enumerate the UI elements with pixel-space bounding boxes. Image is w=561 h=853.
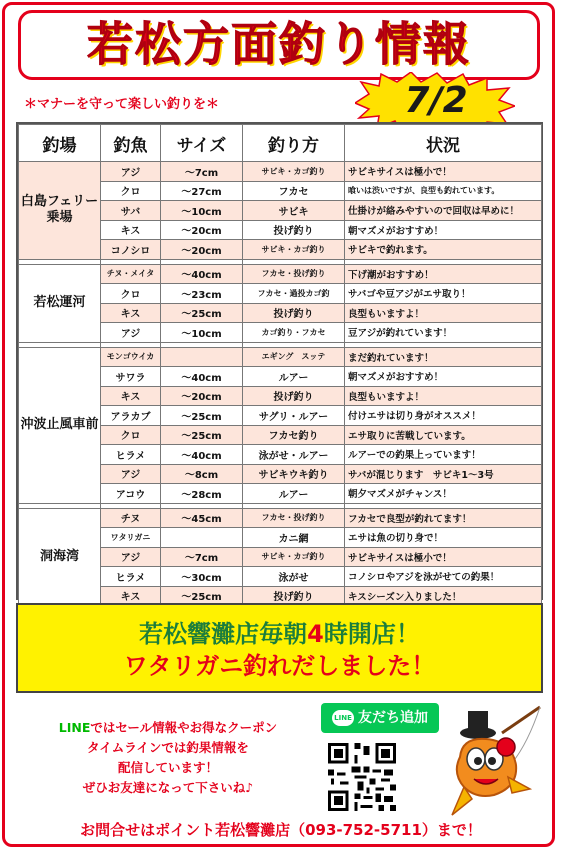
fish-mascot-icon <box>442 703 542 821</box>
status-cell: サビキサイスは極小で！ <box>345 162 542 182</box>
banner-line1-text: 若松響灘店毎朝 <box>139 620 308 648</box>
size-cell: ～40cm <box>161 445 243 465</box>
fishing-table <box>16 122 543 604</box>
qr-code-icon[interactable] <box>325 740 399 814</box>
size-cell: ～40cm <box>161 264 243 284</box>
fish-cell: ヒラメ <box>101 445 161 465</box>
status-cell: ルアーでの釣果上っています！ <box>345 445 542 465</box>
announcement-banner <box>16 603 543 693</box>
promo-line-1 <box>28 718 308 738</box>
size-cell: ～20cm <box>161 240 243 260</box>
line-logo-icon: LINE <box>332 710 354 726</box>
promo-line-1-rest: ではセール情報やお得なクーポン <box>90 720 278 735</box>
status-cell: サビキで釣れます。 <box>345 240 542 260</box>
size-cell <box>161 347 243 367</box>
method-cell: サビキ・カゴ釣り <box>243 547 345 567</box>
header-method: 釣り方 <box>243 125 345 162</box>
header-status: 状況 <box>345 125 542 162</box>
banner-line1-suffix: 時開店！ <box>323 620 420 648</box>
banner-opening-hours <box>18 619 541 649</box>
fish-cell: コノシロ <box>101 240 161 260</box>
fishing-report-table <box>18 124 542 606</box>
size-cell: ～23cm <box>161 284 243 304</box>
method-cell: フカセ釣り <box>243 425 345 445</box>
table-row <box>19 162 542 182</box>
promo-line-3: 配信しています！ <box>117 760 218 775</box>
fish-cell: モンゴウイカ <box>101 347 161 367</box>
status-cell: サバが混じります サビキ1～3号 <box>345 464 542 484</box>
table-row <box>19 508 542 528</box>
fish-cell: ワタリガニ <box>101 528 161 548</box>
method-cell: 投げ釣り <box>243 303 345 323</box>
method-cell: ルアー <box>243 484 345 504</box>
status-cell: 付けエサは切り身がオススメ！ <box>345 406 542 426</box>
size-cell: ～25cm <box>161 303 243 323</box>
method-cell: 泳がせ・ルアー <box>243 445 345 465</box>
subtitle: ＊マナーを守って楽しい釣りを＊ <box>24 97 220 112</box>
fish-cell: アジ <box>101 547 161 567</box>
size-cell: ～10cm <box>161 323 243 343</box>
size-cell: ～25cm <box>161 586 243 606</box>
status-cell: サバゴや豆アジがエサ取り！ <box>345 284 542 304</box>
status-cell: エサは魚の切り身で！ <box>345 528 542 548</box>
method-cell: 泳がせ <box>243 567 345 587</box>
size-cell: ～25cm <box>161 425 243 445</box>
location-cell: 白島フェリー乗場 <box>19 162 101 260</box>
status-cell: エサ取りに苦戦しています。 <box>345 425 542 445</box>
status-cell: キスシーズン入りました！ <box>345 586 542 606</box>
fish-cell: チヌ <box>101 508 161 528</box>
method-cell: サビキ・カゴ釣り <box>243 240 345 260</box>
status-cell: 良型もいますよ！ <box>345 303 542 323</box>
fish-cell: キス <box>101 586 161 606</box>
banner-crab-news: ワタリガニ釣れだしました！ <box>123 652 436 680</box>
status-cell: 下げ潮がおすすめ！ <box>345 264 542 284</box>
method-cell: カニ網 <box>243 528 345 548</box>
fish-cell: アジ <box>101 162 161 182</box>
method-cell: サビキ <box>243 201 345 221</box>
size-cell: ～7cm <box>161 162 243 182</box>
size-cell: ～28cm <box>161 484 243 504</box>
promo-line-4: ぜひお友達になって下さいね♪ <box>82 780 254 795</box>
size-cell: ～8cm <box>161 464 243 484</box>
status-cell: 喰いは渋いですが、良型も釣れています。 <box>345 181 542 201</box>
location-cell: 若松運河 <box>19 264 101 342</box>
status-cell: 良型もいますよ！ <box>345 386 542 406</box>
fish-cell: アジ <box>101 323 161 343</box>
size-cell: ～20cm <box>161 386 243 406</box>
fish-cell: キス <box>101 303 161 323</box>
banner-hour-number: 4 <box>307 620 324 648</box>
promo-line-word: LINE <box>58 720 91 735</box>
status-cell: サビキサイスは極小で！ <box>345 547 542 567</box>
status-cell: フカセで良型が釣れてます！ <box>345 508 542 528</box>
contact-footer: お問合せはポイント若松響灘店（093-752-5711）まで！ <box>80 821 482 839</box>
size-cell: ～25cm <box>161 406 243 426</box>
status-cell: 朝マズメがおすすめ！ <box>345 220 542 240</box>
fish-cell: キス <box>101 386 161 406</box>
size-cell: ～45cm <box>161 508 243 528</box>
method-cell: 投げ釣り <box>243 386 345 406</box>
status-cell: コノシロやアジを泳がせての釣果！ <box>345 567 542 587</box>
line-add-friend-button[interactable] <box>321 703 439 733</box>
fish-cell: クロ <box>101 425 161 445</box>
fish-cell: アジ <box>101 464 161 484</box>
line-button-label: 友だち追加 <box>358 710 428 726</box>
fish-cell: サバ <box>101 201 161 221</box>
method-cell: 投げ釣り <box>243 586 345 606</box>
method-cell: フカセ・過投カゴ釣 <box>243 284 345 304</box>
header-location: 釣場 <box>19 125 101 162</box>
fish-cell: クロ <box>101 284 161 304</box>
size-cell: ～27cm <box>161 181 243 201</box>
page-title: 若松方面釣り情報 <box>87 17 471 71</box>
method-cell: サビキ・カゴ釣り <box>243 162 345 182</box>
method-cell: フカセ・投げ釣り <box>243 264 345 284</box>
size-cell: ～30cm <box>161 567 243 587</box>
status-cell: 豆アジが釣れています！ <box>345 323 542 343</box>
fish-cell: サワラ <box>101 367 161 387</box>
fish-cell: アラカブ <box>101 406 161 426</box>
status-cell: 仕掛けが絡みやすいので回収は早めに！ <box>345 201 542 221</box>
fish-cell: クロ <box>101 181 161 201</box>
size-cell: ～20cm <box>161 220 243 240</box>
size-cell: ～40cm <box>161 367 243 387</box>
status-cell: 朝夕マズメがチャンス！ <box>345 484 542 504</box>
line-promo-text <box>28 718 308 798</box>
table-row <box>19 347 542 367</box>
fish-cell: アコウ <box>101 484 161 504</box>
status-cell: まだ釣れています！ <box>345 347 542 367</box>
method-cell: カゴ釣り・フカセ <box>243 323 345 343</box>
size-cell: ～10cm <box>161 201 243 221</box>
fish-cell: キス <box>101 220 161 240</box>
table-header-row <box>19 125 542 162</box>
header-fish: 釣魚 <box>101 125 161 162</box>
method-cell: ルアー <box>243 367 345 387</box>
promo-line-2: タイムラインでは釣果情報を <box>87 740 249 755</box>
table-row <box>19 264 542 284</box>
size-cell: ～7cm <box>161 547 243 567</box>
fish-cell: チヌ・メイタ <box>101 264 161 284</box>
method-cell: サビキウキ釣り <box>243 464 345 484</box>
header-size: サイズ <box>161 125 243 162</box>
status-cell: 朝マズメがおすすめ！ <box>345 367 542 387</box>
date-label: 7/2 <box>404 80 468 121</box>
method-cell: フカセ・投げ釣り <box>243 508 345 528</box>
fish-cell: ヒラメ <box>101 567 161 587</box>
location-cell: 沖波止風車前 <box>19 347 101 503</box>
method-cell: サグリ・ルアー <box>243 406 345 426</box>
location-cell: 洞海湾 <box>19 508 101 606</box>
method-cell: フカセ <box>243 181 345 201</box>
method-cell: 投げ釣り <box>243 220 345 240</box>
method-cell: エギング スッテ <box>243 347 345 367</box>
size-cell <box>161 528 243 548</box>
